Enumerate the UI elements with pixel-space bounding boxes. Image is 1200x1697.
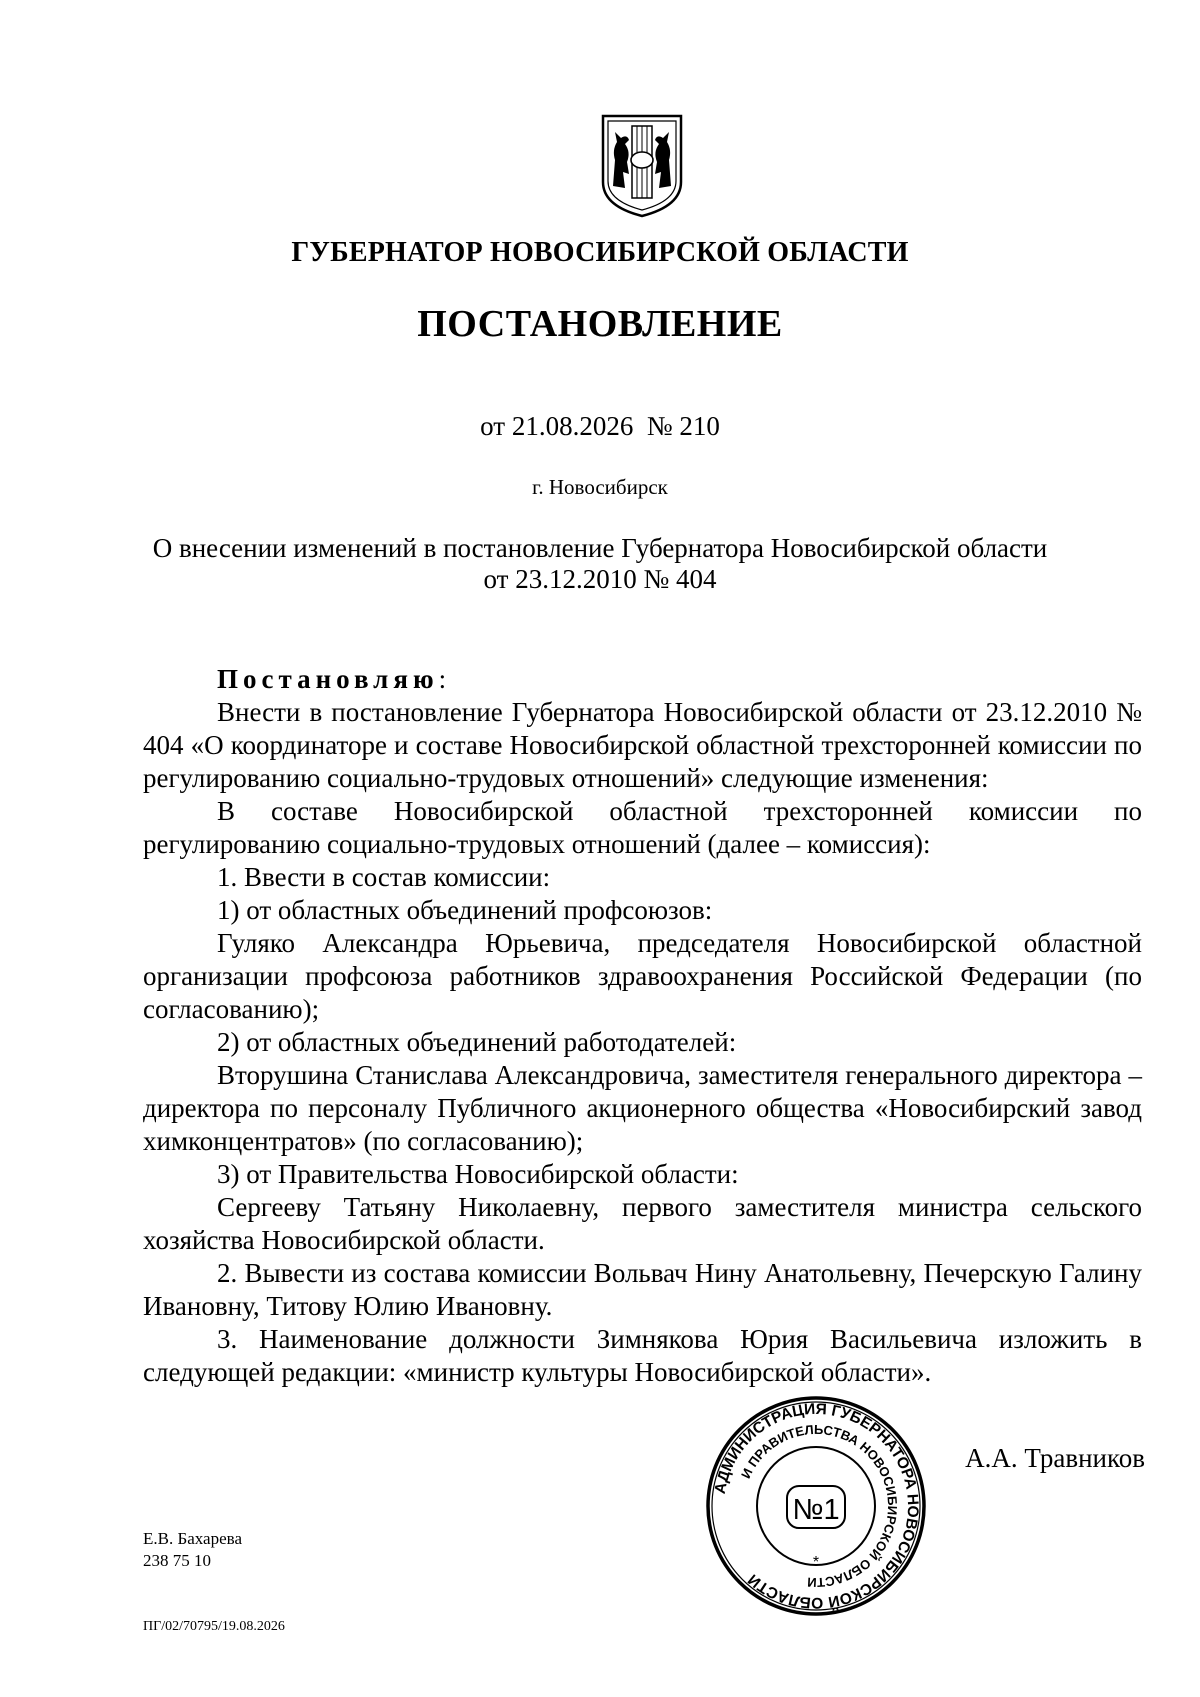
document-body: [143, 663, 1142, 1389]
coat-of-arms-emblem: [599, 110, 685, 218]
body-paragraph-6: 2) от областных объединений работодателей:: [217, 1027, 737, 1057]
body-paragraph-8: 3) от Правительства Новосибирской области:: [217, 1159, 739, 1189]
executor-phone: 238 75 10: [143, 1551, 211, 1570]
document-city: г. Новосибирск: [532, 475, 668, 499]
issuer-heading: ГУБЕРНАТОР НОВОСИБИРСКОЙ ОБЛАСТИ: [291, 237, 909, 268]
subject-line-1: О внесении изменений в постановление Губернатора Новосибирской области: [152, 533, 1048, 563]
body-paragraph-10: 2. Вывести из состава комиссии Вольвач Нину Анатольевну, Печерскую Галину Ивановну, Титову Юлию Ивановну.: [143, 1258, 1142, 1321]
executor-name: Е.В. Бахарева: [143, 1529, 242, 1548]
body-paragraph-9: Сергееву Татьяну Николаевну, первого заместителя министра сельского хозяйства Новосибирской области.: [143, 1192, 1142, 1255]
body-paragraph-4: 1) от областных объединений профсоюзов:: [217, 895, 713, 925]
document-type-title: ПОСТАНОВЛЕНИЕ: [417, 303, 783, 345]
signer-name: А.А. Травников: [965, 1443, 1145, 1473]
body-paragraph-5: Гуляко Александра Юрьевича, председателя Новосибирской областной организации профсоюза работников здравоохранения Российской Федерации (по согласованию);: [143, 928, 1142, 1024]
document-date-number: от 21.08.2026 № 210: [480, 411, 720, 441]
stamp-star: *: [812, 1554, 820, 1571]
subject-line-2: от 23.12.2010 № 404: [483, 564, 717, 594]
executor-block: [143, 1528, 242, 1572]
decree-word: Постановляю: [217, 664, 439, 694]
stamp-number: №1: [792, 1494, 840, 1526]
document-subject: [0, 533, 1200, 595]
body-paragraph-1: Внести в постановление Губернатора Новосибирской области от 23.12.2010 № 404 «О координаторе и составе Новосибирской областной трехсторонней комиссии по регулированию социально-трудовых отношений» следующие изменения:: [143, 697, 1142, 793]
decree-clause: [143, 663, 1142, 696]
body-paragraph-3: 1. Ввести в состав комиссии:: [217, 862, 551, 892]
document-reference: ПГ/02/70795/19.08.2026: [143, 1619, 285, 1634]
official-stamp: [705, 1395, 927, 1617]
stamp-outer-text: АДМИНИСТРАЦИЯ ГУБЕРНАТОРА НОВОСИБИРСКОЙ ОБЛАСТИ: [711, 1400, 922, 1612]
stamp-inner-text: И ПРАВИТЕЛЬСТВА НОВОСИБИРСКОЙ ОБЛАСТИ: [738, 1421, 901, 1591]
body-paragraph-7: Вторушина Станислава Александровича, заместителя генерального директора – директора по персоналу Публичного акционерного общества «Новосибирский завод химконцентратов» (по согласованию);: [143, 1060, 1142, 1156]
decree-colon: :: [438, 664, 447, 694]
body-paragraph-2: В составе Новосибирской областной трехсторонней комиссии по регулированию социально-трудовых отношений (далее – комиссия):: [143, 796, 1142, 859]
body-paragraph-11: 3. Наименование должности Зимнякова Юрия Васильевича изложить в следующей редакции: «министр культуры Новосибирской области».: [143, 1324, 1142, 1387]
